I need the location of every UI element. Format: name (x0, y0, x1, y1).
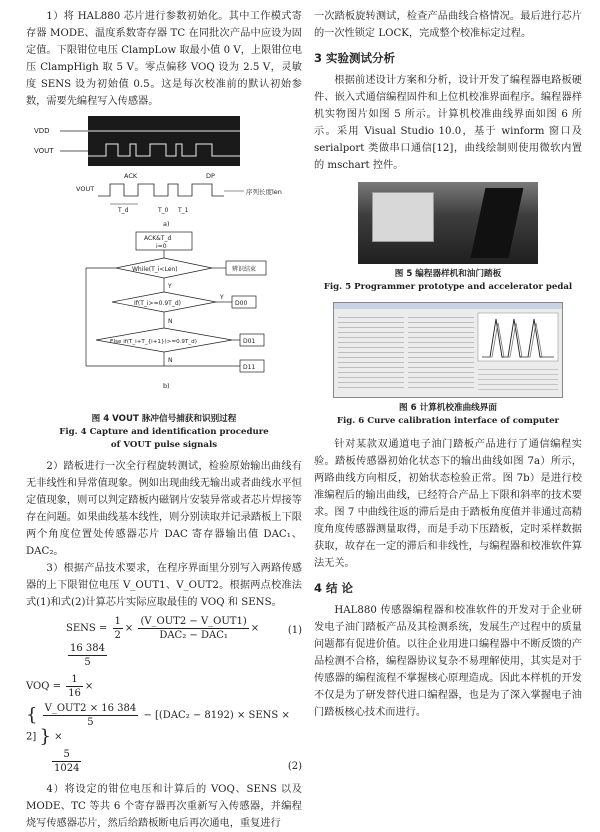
flow-end-text: 辨识结束 (232, 266, 257, 273)
figure-4-caption-en-line2: of VOUT pulse signals (110, 440, 218, 450)
figure-6 (314, 302, 582, 428)
left-paragraph-1: 1）将 HAL880 芯片进行参数初始化。其中工作模式寄存器 MODE、温度系数寄存器 TC 在同批次产品中应设为固定值。下限钳位电压 ClampLow 取最小值 0 V，上限钳位电压 ClampHigh 取 5 V。零点偏移 VOQ 设为 2.5 V，灵敏度 SENS 设为初始值 0.5。这是每次校准前的默认初始参数，需要先编程写入传感器。 (26, 11, 302, 107)
app-titlebar (334, 303, 562, 309)
flow-cond1-text: If(T_i>=0.9T_d) (134, 300, 181, 307)
flow-d01-text: D01 (243, 338, 256, 345)
eq1-frac1-num: 1 (114, 616, 121, 627)
equation-2-frac1 (66, 673, 83, 700)
equation-2-number: (2) (287, 760, 302, 772)
eq2-frac3-den: 1024 (54, 762, 80, 774)
equation-1-frac1 (113, 615, 123, 642)
curve-chart (478, 313, 558, 361)
eq2-frac3-num: 5 (52, 748, 81, 762)
t1-label: T_1 (178, 207, 189, 214)
vout-label: VOUT (34, 147, 54, 155)
figure-4-diagram (26, 116, 302, 408)
section-4-heading: 4 结 论 (314, 581, 354, 595)
eq2-frac1-num: 1 (66, 673, 83, 687)
eq1-frac2-den: DAC₂ − DAC₁ (159, 630, 228, 641)
equation-1-lhs: SENS = (66, 623, 108, 634)
eq1-frac1-den: 2 (114, 630, 121, 641)
left-paragraph-4: 4）将设定的钳位电压和计算后的 VOQ、SENS 以及 MODE、TC 等共 6 个寄存器再次重新写入传感器，并编程烧写传感器芯片，然后给踏板断电后再次通电，重复进行 (26, 783, 302, 829)
eq2-frac2-num: V_OUT2 × 16 384 (44, 703, 137, 714)
figure-5-caption-cn: 图 5 编程器样机和油门踏板 (394, 269, 502, 279)
flow-d00-text: D00 (235, 300, 248, 307)
flow-start-text: ACK&T_d (144, 235, 172, 242)
figure-4 (26, 116, 302, 452)
equation-1-frac2 (138, 615, 248, 642)
eq1-frac2-num: (V_OUT2 − V_OUT1) (140, 616, 247, 627)
equation-1-frac3 (68, 642, 107, 669)
flow-y-label-2: Y (220, 294, 224, 301)
equation-2: VOQ = $\frac{1}{16}$ × { $\frac{\text{V\_OUT2 × 16 384}}{5}$ − [(DAC₂ − 8192) × SENS × 2] } × $\frac{5}{1024}$ (2) (26, 674, 302, 774)
programmer-board-image (372, 192, 434, 242)
left-column (26, 8, 302, 832)
figure-6-caption-en: Fig. 6 Curve calibration interface of computer (336, 416, 560, 426)
scope-background (88, 116, 240, 166)
param-panel-1 (338, 313, 404, 391)
equation-1-number: (1) (287, 625, 302, 636)
right-paragraph-1: 一次踏板旋转测试，检查产品曲线合格情况。最后进行芯片的一次性锁定 LOCK，完成整个校准标定过程。 (314, 11, 582, 39)
left-paragraph-3: 3）根据产品技术要求，在程序界面里分别写入两路传感器的上下限钳位电压 V_OUT1、V_OUT2。根据两点校准法式(1)和式(2)计算芯片实际应取最佳的 VOQ 和 SENS。 (26, 563, 302, 608)
flow-y-label-1: Y (168, 283, 172, 290)
vdd-label: VDD (34, 127, 50, 135)
figure-6-screenshot (333, 302, 563, 398)
accelerator-pedal-image (471, 188, 524, 258)
right-paragraph-2: 根据前述设计方案和分析，设计开发了编程器电路板硬件、嵌入式通信编程固件和上位机校准界面程序。编程器样机实物图片如图 5 所示。计算机校准曲线界面如图 6 所示。采用 Visual Studio 10.0，基于 winform 窗口及 serialport 类做串口通信[12]，曲线绘制则使用微软内置的 mschart 控件。 (314, 75, 582, 171)
figure-5-photo (358, 182, 538, 264)
flow-init-text: i=0 (156, 243, 167, 250)
seq-label: 序列长度len (246, 188, 282, 196)
equation-2-rest: − [(DAC₂ − 8192) × SENS × 2] (26, 710, 290, 743)
figure-4-caption-en-line1: Fig. 4 Capture and identification procedure (59, 427, 269, 437)
flow-cond2-text: Else if(T_i+T_{i+1})>=0.9T_d) (110, 339, 197, 345)
eq2-frac2-den: 5 (87, 717, 94, 728)
timing-waveform (98, 184, 224, 196)
equation-2-lhs: VOQ = (26, 681, 61, 692)
flow-n-label-1: N (168, 318, 173, 325)
eq1-frac3-num: 16 384 (70, 643, 105, 654)
eq2-frac1-den: 16 (68, 688, 81, 699)
td-label: T_d (118, 207, 129, 214)
flow-while-text: While(T_i<Len) (132, 266, 178, 273)
status-panel (478, 365, 558, 391)
right-column (314, 8, 582, 721)
eq1-frac3-den: 5 (84, 657, 91, 668)
flow-n-label-2: N (168, 357, 173, 364)
panel-b-label: b) (163, 382, 170, 390)
figure-5-caption-en: Fig. 5 Programmer prototype and accelerator pedal (323, 282, 573, 292)
equation-2-frac2 (43, 702, 139, 729)
param-panel-2 (408, 313, 474, 391)
equation-2-tail: × (54, 731, 63, 743)
flow-d11-text: D11 (243, 364, 256, 371)
left-paragraph-2: 2）踏板进行一次全行程旋转测试，检验原始输出曲线有无非线性和异常值现象。例如出现曲线无输出或者曲线水平恒定值现象，则可以判定踏板内磁钢片安装异常或者芯片焊接等存在问题。如果曲线基本线性，则分别读取并记录踏板上下限两个角度位置处传感器芯片 DAC 寄存器输出值 DAC₁、DAC₂。 (26, 461, 302, 557)
equation-2-frac3 (52, 748, 81, 775)
t0-label: T_0 (158, 207, 169, 214)
figure-5 (314, 182, 582, 294)
equation-1: SENS = $\frac{1}{2}$ × $\frac{\text{(V\_OUT2 − V\_OUT1)}}{\text{DAC₂ − DAC₁}}$ × $\frac{16 384}{5}$ (1) (66, 616, 302, 668)
timing-vout-label: VOUT (76, 185, 95, 193)
dp-label: DP (206, 172, 215, 180)
right-paragraph-4: HAL880 传感器编程器和校准软件的开发对于企业研发电子油门踏板产品及其检测系统，发展生产过程中的质量问题都有促进价值。以往企业用进口编程器中不断反馈的产品检测不合格，编程器协议复杂不易理解使用，其实是对于传感器的编程流程不掌握核心原理造成。因此本样机的开发不仅是为了研发替代进口编程器，也是为了深入掌握电子油门踏板核心技术而进行。 (314, 605, 582, 718)
figure-4-caption-cn: 图 4 VOUT 脉冲信号捕获和识别过程 (91, 414, 237, 424)
figure-6-caption-cn: 图 6 计算机校准曲线界面 (399, 403, 497, 413)
ack-label: ACK (124, 172, 138, 180)
section-3-heading: 3 实验测试分析 (314, 51, 396, 65)
panel-a-label: a) (163, 220, 170, 228)
right-paragraph-3: 针对某款双通道电子油门踏板产品进行了通信编程实验。踏板传感器初始化状态下的输出曲线如图 7a）所示，两路曲线方向相反，初始状态检验正常。图 7b）是进行校准编程后的输出曲线，已经符合产品上下限和斜率的技术要求。图 7 中曲线往返的滞后是由于踏板角度值并非通过高精度角度传感器测量取得，而是手动下压踏板，定时采样数据获取，故存在一定的滞后和非线性，与编程器和校准软件算法无关。 (314, 439, 582, 569)
